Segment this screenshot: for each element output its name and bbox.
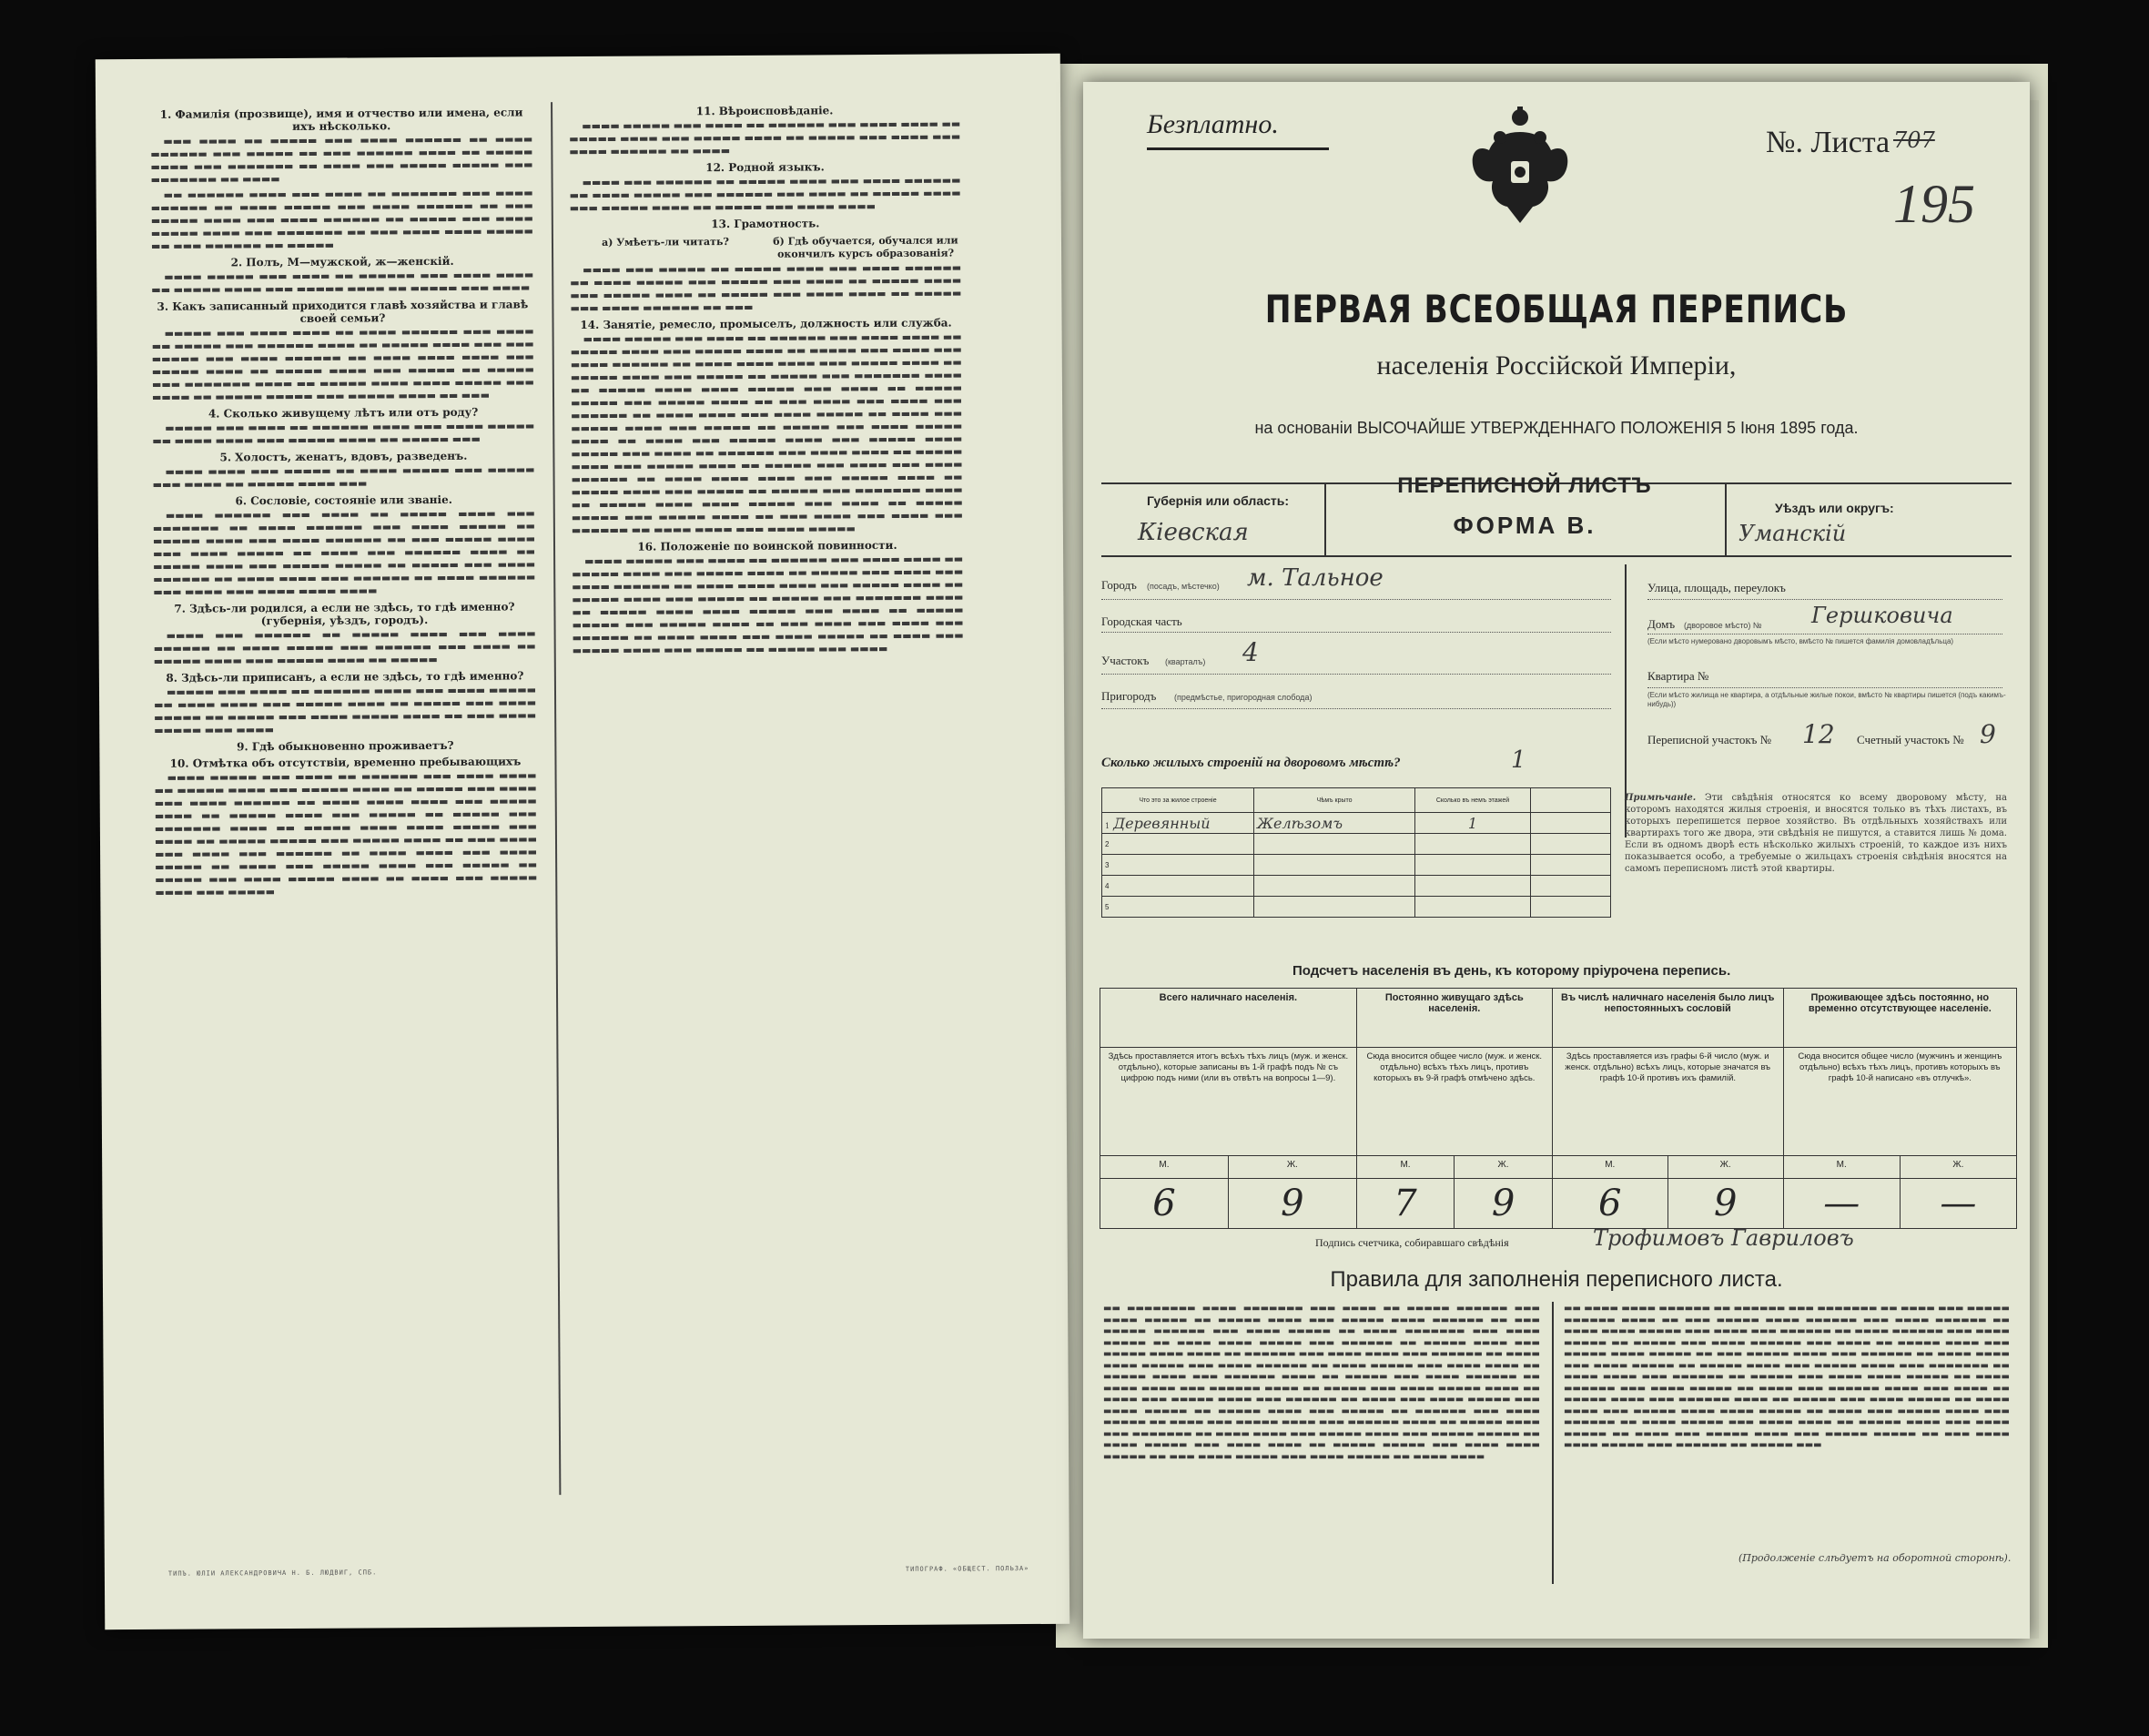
free-label: Безплатно. (1147, 109, 1279, 139)
column-heading: 10. Отмѣтка объ отсутствіи, временно пребывающихъ (169, 755, 522, 770)
sheet-number-struck: 707 (1893, 127, 1935, 153)
pop-value: 6 (1100, 1179, 1229, 1229)
column-subheading: б) Гдѣ обучается, обучался или окончилъ курсъ образованія? (773, 234, 958, 260)
instructions-page (96, 54, 1070, 1629)
field-line (1101, 599, 1611, 600)
rules-title: Правила для заполненія переписного листа. (1330, 1267, 1783, 1292)
table-row: 2 (1102, 834, 1611, 855)
column-heading: 2. Полъ, М—мужской, ж—женскій. (230, 254, 454, 269)
free-underline (1147, 147, 1329, 150)
house-sublabel: (дворовое мѣсто) № (1684, 621, 1762, 630)
bld-floors-value: 1 (1415, 813, 1531, 834)
male-label: М. (1356, 1156, 1455, 1179)
bld-header: Сколько въ немъ этажей (1415, 788, 1531, 813)
pop-value: 6 (1552, 1179, 1668, 1229)
city-sublabel: (посадъ, мѣстечко) (1147, 582, 1220, 591)
pop-header: Проживающее здѣсь постоянно, но временно отсутствующее населеніе. (1783, 989, 2016, 1048)
suburb-label: Пригородъ (1101, 689, 1157, 703)
double-headed-eagle-icon (1465, 105, 1575, 232)
census-district-label: Переписной участокъ № (1647, 733, 1772, 746)
instruction-text: ▬▬▬▬▬ ▬▬▬ ▬▬▬▬ ▬▬▬▬ ▬▬ ▬▬▬▬ ▬▬▬▬▬▬ ▬▬▬ ▬▬▬▬ ▬▬ ▬▬▬▬▬ ▬▬▬ ▬▬▬▬▬▬ ▬▬▬▬ ▬▬ ▬▬▬▬▬ ▬▬▬▬ ▬▬▬ ▬▬▬ ▬▬▬▬▬ ▬▬▬ ▬▬▬▬ ▬▬▬▬▬▬ ▬▬ ▬▬▬▬ ▬▬▬▬ ▬▬▬▬ ▬▬▬ ▬▬▬▬▬ ▬▬▬▬ ▬▬ ▬▬▬▬▬ ▬▬▬▬ ▬▬▬ ▬▬▬▬▬ ▬▬ ▬▬▬▬▬ ▬▬▬ ▬▬▬▬▬▬▬ ▬▬▬▬ ▬▬ ▬▬▬▬▬ ▬▬▬▬ ▬▬▬▬ ▬▬▬▬▬ ▬▬▬ ▬▬▬▬ ▬▬ ▬▬▬▬▬ ▬▬▬▬▬ ▬▬▬ ▬▬▬▬▬ ▬▬▬▬ ▬▬ ▬▬▬ (151, 325, 534, 403)
apartment-label: Квартира № (1647, 669, 1709, 683)
column-heading: 9. Гдѣ обыкновенно проживаетъ? (237, 738, 454, 754)
instructions-column-1 (150, 102, 537, 902)
column-heading: 8. Здѣсь-ли приписанъ, а если не здѣсь, то гдѣ именно? (166, 669, 524, 685)
instruction-text: ▬▬▬▬ ▬▬▬▬▬ ▬▬▬ ▬▬▬▬ ▬▬ ▬▬▬▬▬▬ ▬▬▬ ▬▬▬▬ ▬▬▬▬ ▬▬ ▬▬▬▬▬ ▬▬▬▬ ▬▬▬ ▬▬▬▬▬ ▬▬▬▬ ▬▬ ▬▬▬▬▬ ▬▬▬ ▬▬▬▬ (151, 269, 534, 296)
column-heading: 12. Родной языкъ. (705, 160, 825, 175)
buildings-note (1625, 792, 2007, 875)
divider (1101, 555, 2012, 557)
column-heading: 13. Грамотность. (711, 217, 820, 231)
column-heading: 16. Положеніе по воинской повинности. (637, 538, 897, 553)
printer-imprint: ТИПЪ. ЮЛІИ АЛЕКСАНДРОВИЧА Н. Б. ЛЮДВИГ, СПБ. (167, 1568, 378, 1578)
instruction-text: ▬▬▬▬ ▬▬▬ ▬▬▬▬▬ ▬▬ ▬▬▬▬▬ ▬▬▬▬ ▬▬▬ ▬▬▬▬ ▬▬▬▬▬▬ ▬▬ ▬▬▬▬ ▬▬▬▬▬ ▬▬▬ ▬▬▬▬▬ ▬▬▬ ▬▬▬▬ ▬▬ ▬▬▬▬▬ ▬▬▬▬ ▬▬▬ ▬▬▬▬▬ ▬▬▬▬ ▬▬ ▬▬▬▬▬ ▬▬▬ ▬▬▬▬ ▬▬▬▬ ▬▬ ▬▬▬▬▬ ▬▬▬ ▬▬▬▬ ▬▬▬▬▬▬ ▬▬ ▬▬▬ (570, 261, 962, 315)
instruction-text: ▬▬▬▬ ▬▬▬▬▬ ▬▬▬ ▬▬▬▬ ▬▬ ▬▬▬▬▬▬ ▬▬▬ ▬▬▬▬ ▬▬▬▬ ▬▬ ▬▬▬▬▬ ▬▬▬▬ ▬▬▬ ▬▬▬▬▬ ▬▬▬▬ ▬▬ ▬▬▬▬▬ ▬▬▬ ▬▬▬▬ ▬▬▬ ▬▬▬▬ ▬▬▬▬▬▬ ▬▬ ▬▬▬▬ (569, 117, 961, 158)
instruction-text: ▬▬▬ ▬▬▬▬ ▬▬ ▬▬▬▬▬ ▬▬▬ ▬▬▬▬ ▬▬▬▬▬▬ ▬▬ ▬▬▬▬ ▬▬▬▬▬▬ ▬▬▬ ▬▬▬▬▬ ▬▬ ▬▬▬ ▬▬▬▬▬▬ ▬▬▬▬ ▬▬ ▬▬▬▬▬ ▬▬▬▬ ▬▬▬ ▬▬▬▬▬▬▬ ▬▬ ▬▬▬▬ ▬▬▬ ▬▬▬▬▬ ▬▬▬▬▬ ▬▬▬ ▬▬▬▬▬▬▬ ▬▬ ▬▬▬▬ (150, 133, 533, 186)
pop-value: 9 (1668, 1179, 1783, 1229)
signature-label: Подпись счетчика, собиравшаго свѣдѣнія (1315, 1236, 1509, 1249)
field-line (1101, 674, 1611, 675)
female-label: Ж. (1455, 1156, 1553, 1179)
column-heading: 1. Фамилія (прозвище), имя и отчество или имена, если ихъ нѣсколько. (159, 106, 523, 133)
city-value: м. Тальное (1247, 564, 1384, 592)
pop-description: Здѣсь проставляется итогъ всѣхъ тѣхъ лицъ (муж. и женск. отдѣльно), которые записаны въ 1-й графѣ подъ № съ цифрою подъ ними (или въ отвѣтъ на вопросы 1—9). (1100, 1048, 1357, 1156)
instruction-text: ▬▬ ▬▬▬▬▬▬ ▬▬▬▬ ▬▬▬ ▬▬▬▬ ▬▬ ▬▬▬▬▬▬▬ ▬▬▬ ▬▬▬▬ ▬▬▬▬▬▬ ▬▬ ▬▬▬▬ ▬▬▬▬▬ ▬▬▬ ▬▬▬▬ ▬▬▬▬▬▬ ▬▬ ▬▬▬ ▬▬▬▬▬ ▬▬▬▬ ▬▬▬ ▬▬▬▬ ▬▬▬▬▬▬ ▬▬ ▬▬▬▬▬ ▬▬▬ ▬▬▬▬ ▬▬▬▬▬ ▬▬▬▬ ▬▬▬ ▬▬▬▬▬▬▬ ▬▬ ▬▬▬ ▬▬▬▬ ▬▬▬▬ ▬▬▬▬▬ ▬▬ ▬▬▬ ▬▬▬▬▬▬ ▬▬ ▬▬▬▬▬ (150, 187, 533, 252)
table-row: 3 (1102, 855, 1611, 876)
instruction-text: ▬▬▬▬ ▬▬▬▬▬▬ ▬▬▬ ▬▬▬▬ ▬▬ ▬▬▬▬▬ ▬▬▬▬ ▬▬▬ ▬▬▬▬▬▬▬ ▬▬ ▬▬▬▬ ▬▬▬▬▬▬ ▬▬▬ ▬▬▬▬ ▬▬▬▬▬ ▬▬ ▬▬▬▬▬ ▬▬▬▬ ▬▬▬ ▬▬▬▬ ▬▬▬▬▬▬ ▬▬ ▬▬▬ ▬▬▬▬▬ ▬▬▬▬ ▬▬▬ ▬▬▬▬ ▬▬▬▬▬ ▬▬ ▬▬▬▬ ▬▬▬ ▬▬▬▬▬▬ ▬▬▬▬ ▬▬ ▬▬▬▬▬ ▬▬▬▬ ▬▬▬ ▬▬▬▬▬ ▬▬▬▬▬ ▬▬ ▬▬▬▬▬ ▬▬▬ ▬▬▬▬ ▬▬▬▬▬▬ ▬▬ ▬▬▬▬ ▬▬▬▬ ▬▬▬ ▬▬▬▬▬▬ ▬▬ ▬▬▬▬ ▬▬▬▬▬▬ ▬▬▬ ▬▬▬▬ ▬▬▬ ▬▬▬▬ ▬▬▬▬ ▬▬▬▬ (152, 507, 536, 598)
population-count-heading: Подсчетъ населенія въ день, къ которому пріурочена перепись. (1292, 963, 1731, 979)
city-label: Городъ (1101, 578, 1137, 592)
instruction-text: ▬▬▬▬ ▬▬▬▬ ▬▬▬ ▬▬▬▬▬ ▬▬ ▬▬▬▬ ▬▬▬▬▬ ▬▬▬ ▬▬▬▬▬ ▬▬▬ ▬▬▬▬ ▬▬ ▬▬▬▬▬ ▬▬▬▬ ▬▬▬ (152, 463, 535, 491)
census-district-value: 12 (1802, 719, 1835, 749)
bld-header: Что это за жилое строеніе (1102, 788, 1254, 813)
male-label: М. (1100, 1156, 1229, 1179)
page-subtitle: населенія Россійской Имперіи, (1376, 350, 1737, 381)
column-heading: 14. Занятіе, ремесло, промыселъ, должность или служба. (580, 316, 952, 332)
pop-description: Здѣсь проставляется изъ графы 6-й число (муж. и женск. отдѣльно) всѣхъ лицъ, которые значатся въ графѣ 10-й противъ ихъ фамилій. (1552, 1048, 1783, 1156)
bld-type-value: 1 Деревянный (1102, 813, 1254, 834)
instruction-text: ▬▬▬▬ ▬▬▬ ▬▬▬▬▬▬ ▬▬ ▬▬▬▬▬ ▬▬▬▬ ▬▬▬ ▬▬▬▬ ▬▬▬▬▬▬ ▬▬ ▬▬▬▬ ▬▬▬▬▬ ▬▬▬ ▬▬▬▬▬▬ ▬▬▬ ▬▬▬▬ ▬▬ ▬▬▬▬▬ ▬▬▬▬ ▬▬▬ ▬▬▬▬▬ ▬▬▬▬ ▬▬ ▬▬▬▬▬ (153, 627, 536, 667)
counter-district-label: Счетный участокъ № (1857, 733, 1964, 746)
sheet-number-label: №. Листа (1766, 126, 1891, 159)
column-heading: 5. Холостъ, женатъ, вдовъ, разведенъ. (219, 449, 468, 464)
district-value: Уманскій (1738, 521, 1847, 546)
divider (1725, 482, 1727, 557)
apartment-note: (Если мѣсто жилища не квартира, а отдѣльные жилые покои, вмѣсто № квартиры пишется (подъ какимъ-нибудь)) (1647, 691, 2006, 708)
section-label: Участокъ (1101, 654, 1150, 667)
bld-roof-value: Желѣзомъ (1254, 813, 1415, 834)
city-part-label: Городская часть (1101, 614, 1182, 628)
table-row (1102, 813, 1611, 834)
bld-header-blank (1531, 788, 1611, 813)
instructions-column-2 (569, 99, 964, 660)
sheet-number-handwritten: 195 (1893, 174, 1975, 234)
column-heading: 4. Сколько живущему лѣтъ или отъ роду? (208, 405, 479, 421)
column-heading: 6. Сословіе, состояніе или званіе. (235, 492, 452, 508)
instruction-text: ▬▬▬▬▬ ▬▬▬ ▬▬▬▬ ▬▬ ▬▬▬▬▬▬ ▬▬▬▬ ▬▬▬ ▬▬▬▬ ▬▬▬▬▬ ▬▬ ▬▬▬▬ ▬▬▬▬ ▬▬▬ ▬▬▬▬▬ ▬▬▬▬ ▬▬ ▬▬▬▬▬ ▬▬▬ (152, 420, 535, 447)
signature-value: Трофимовъ Гавриловъ (1593, 1225, 1854, 1251)
bld-header: Чѣмъ крыто (1254, 788, 1415, 813)
pop-value: 7 (1356, 1179, 1455, 1229)
census-form-page (1083, 82, 2030, 1639)
pop-description: Сюда вносится общее число (мужчинъ и женщинъ отдѣльно) всѣхъ тѣхъ лицъ, противъ которыхъ въ графѣ 10-й написано «въ отлучкѣ». (1783, 1048, 2016, 1156)
rules-continued-note: (Продолженіе слѣдуетъ на оборотной сторонѣ). (1738, 1552, 2012, 1564)
pop-value: — (1783, 1179, 1900, 1229)
suburb-sublabel: (предмѣстье, пригородная слобода) (1174, 693, 1313, 702)
field-line (1647, 687, 2002, 688)
column-heading: 3. Какъ записанный приходится главѣ хозяйства и главѣ своей семьи? (157, 298, 529, 325)
house-value: Гершковича (1811, 603, 1953, 628)
legal-basis: на основаніи ВЫСОЧАЙШЕ УТВЕРЖДЕННАГО ПОЛОЖЕНІЯ 5 Іюня 1895 года. (1254, 419, 1859, 437)
pop-header: Въ числѣ наличнаго населенія было лицъ непостоянныхъ сословій (1552, 989, 1783, 1048)
buildings-value: 1 (1511, 746, 1526, 774)
column-subheading: а) Умѣетъ-ли читать? (602, 236, 729, 249)
instruction-text: ▬▬▬▬ ▬▬▬▬▬ ▬▬▬ ▬▬▬▬ ▬▬ ▬▬▬▬▬▬ ▬▬▬ ▬▬▬▬ ▬▬▬▬ ▬▬ ▬▬▬▬▬ ▬▬▬▬ ▬▬▬ ▬▬▬▬▬ ▬▬▬▬ ▬▬ ▬▬▬▬▬ ▬▬▬ ▬▬▬▬ ▬▬▬ ▬▬▬▬ ▬▬▬▬▬▬ ▬▬ ▬▬▬▬ ▬▬▬▬ ▬▬▬▬ ▬▬▬ ▬▬▬▬▬ ▬▬▬▬ ▬▬ ▬▬▬▬▬ ▬▬▬▬ ▬▬▬ ▬▬▬▬▬ ▬▬ ▬▬▬▬▬ ▬▬▬ ▬▬▬▬▬▬▬ ▬▬▬▬ ▬▬ ▬▬▬▬▬ ▬▬▬▬ ▬▬▬▬ ▬▬▬▬▬ ▬▬▬ ▬▬▬▬ ▬▬ ▬▬▬▬▬ ▬▬▬▬▬ ▬▬▬ ▬▬▬▬▬ ▬▬▬▬ ▬▬ ▬▬▬ ▬▬▬▬ ▬▬▬ ▬▬▬▬ ▬▬▬ ▬▬▬▬▬▬ ▬▬ ▬▬▬▬ ▬▬▬▬ ▬▬▬ ▬▬▬▬ ▬▬▬▬▬ ▬▬ ▬▬▬▬ ▬▬▬ ▬▬▬▬▬ ▬▬▬▬ ▬▬▬ ▬▬▬▬▬ ▬▬ ▬▬▬▬▬ ▬▬▬ ▬▬▬▬ ▬▬▬▬▬ ▬▬▬▬ ▬▬ ▬▬▬▬ ▬▬▬ ▬▬▬▬▬ ▬▬▬▬ ▬▬▬ ▬▬▬▬▬ (154, 769, 538, 898)
district-label: Уѣздъ или округъ: (1775, 501, 1894, 515)
buildings-question: Сколько жилыхъ строеній на дворовомъ мѣстѣ? (1101, 756, 1401, 770)
instruction-text: ▬▬▬▬▬ ▬▬▬ ▬▬▬▬ ▬▬ ▬▬▬▬▬▬ ▬▬▬▬ ▬▬▬ ▬▬▬▬ ▬▬▬▬▬ ▬▬ ▬▬▬▬ ▬▬▬▬ ▬▬▬ ▬▬▬▬▬ ▬▬▬▬ ▬▬ ▬▬▬▬▬ ▬▬▬ ▬▬▬▬ ▬▬▬▬▬ ▬▬ ▬▬▬▬▬ ▬▬▬ ▬▬▬▬ ▬▬▬▬▬ ▬▬▬▬ ▬▬ ▬▬▬ ▬▬▬▬ ▬▬▬▬▬ ▬▬▬ ▬▬▬▬ (154, 684, 537, 736)
house-note: (Если мѣсто нумеровано дворовымъ мѣсто, вмѣсто № пишется фамилія домовладѣльца) (1647, 637, 1954, 645)
province-label: Губернія или область: (1147, 493, 1290, 508)
street-label: Улица, площадь, переулокъ (1647, 581, 1786, 594)
table-row: 4 (1102, 876, 1611, 897)
section-value: 4 (1242, 637, 1259, 667)
female-label: Ж. (1668, 1156, 1783, 1179)
counter-district-value: 9 (1980, 719, 1996, 749)
pop-description: Сюда вносится общее число (муж. и женск. отдѣльно) всѣхъ тѣхъ лицъ, противъ которыхъ въ 9-й графѣ отмѣчено здѣсь. (1356, 1048, 1552, 1156)
instruction-text: ▬▬▬▬ ▬▬▬▬▬ ▬▬▬ ▬▬▬▬ ▬▬ ▬▬▬▬▬▬ ▬▬▬ ▬▬▬▬ ▬▬▬▬ ▬▬ ▬▬▬▬▬ ▬▬▬▬ ▬▬▬ ▬▬▬▬▬ ▬▬▬▬ ▬▬ ▬▬▬▬▬ ▬▬▬ ▬▬▬▬ ▬▬▬ ▬▬▬▬ ▬▬▬▬▬▬ ▬▬ ▬▬▬▬ ▬▬▬▬ ▬▬▬▬ ▬▬▬ ▬▬▬▬▬ ▬▬▬▬ ▬▬ ▬▬▬▬▬ ▬▬▬▬ ▬▬▬ ▬▬▬▬▬ ▬▬ ▬▬▬▬▬ ▬▬▬ ▬▬▬▬▬▬▬ ▬▬▬▬ ▬▬ ▬▬▬▬▬ ▬▬▬▬ ▬▬▬▬ ▬▬▬▬▬ ▬▬▬ ▬▬▬▬ ▬▬ ▬▬▬▬▬ ▬▬▬▬▬ ▬▬▬ ▬▬▬▬▬ ▬▬▬▬ ▬▬ ▬▬▬ ▬▬▬▬ ▬▬▬ ▬▬▬▬ ▬▬▬ ▬▬▬▬▬▬ ▬▬ ▬▬▬▬ ▬▬▬▬ ▬▬▬ ▬▬▬▬ ▬▬▬▬▬ ▬▬ ▬▬▬▬ ▬▬▬ ▬▬▬▬▬ ▬▬▬▬ ▬▬▬ ▬▬▬▬▬ ▬▬ ▬▬▬▬▬ ▬▬▬ ▬▬▬▬ ▬▬▬▬▬ ▬▬▬▬ ▬▬ ▬▬▬▬ ▬▬▬ ▬▬▬▬▬ ▬▬▬▬ ▬▬▬ ▬▬▬▬▬ ▬▬▬▬ ▬▬▬▬▬ ▬▬▬ ▬▬▬▬ ▬▬ ▬▬▬▬▬▬ ▬▬▬ ▬▬▬▬ ▬▬▬▬ ▬▬ ▬▬▬▬▬ ▬▬▬▬ ▬▬▬ ▬▬▬▬▬ ▬▬▬▬ ▬▬ ▬▬▬▬▬ ▬▬▬ ▬▬▬▬ ▬▬▬ ▬▬▬▬ ▬▬▬▬▬▬ ▬▬ ▬▬▬▬ ▬▬▬▬ ▬▬▬▬ ▬▬▬ ▬▬▬▬▬ ▬▬▬▬ ▬▬ ▬▬▬▬▬ ▬▬▬▬ ▬▬▬ ▬▬▬▬▬ ▬▬ ▬▬▬▬▬ ▬▬▬ ▬▬▬▬▬▬▬ ▬▬▬▬ ▬▬ ▬▬▬▬▬ ▬▬▬▬ ▬▬▬▬ ▬▬▬▬▬ ▬▬▬ ▬▬▬▬ ▬▬ ▬▬▬▬▬ ▬▬▬▬▬ ▬▬▬ ▬▬▬▬▬ ▬▬▬▬ ▬▬ ▬▬▬ ▬▬▬▬ ▬▬▬ ▬▬▬▬ ▬▬▬ ▬▬▬▬▬▬ ▬▬ ▬▬▬▬ ▬▬▬▬ ▬▬▬ ▬▬▬▬ ▬▬▬▬▬ (570, 330, 963, 537)
column-divider (551, 102, 561, 1495)
rules-divider (1552, 1302, 1554, 1584)
male-label: М. (1783, 1156, 1900, 1179)
female-label: Ж. (1228, 1156, 1356, 1179)
pop-header: Постоянно живущаго здѣсь населенія. (1356, 989, 1552, 1048)
field-line (1101, 632, 1611, 633)
field-line (1101, 708, 1611, 709)
house-label: Домъ (1647, 617, 1676, 631)
table-row: 5 (1102, 897, 1611, 918)
note-title: Примѣчаніе. (1625, 793, 1697, 803)
field-line (1647, 599, 2002, 600)
male-label: М. (1552, 1156, 1668, 1179)
column-heading: 7. Здѣсь-ли родился, а если не здѣсь, то гдѣ именно? (губернія, уѣздъ, городъ). (174, 600, 515, 628)
rules-column-1: ▬▬ ▬▬▬▬▬▬▬▬ ▬▬▬▬ ▬▬▬▬▬▬▬ ▬▬▬ ▬▬▬▬ ▬▬ ▬▬▬▬▬ ▬▬▬▬▬▬ ▬▬▬ ▬▬▬▬ ▬▬▬▬▬ ▬▬ ▬▬▬▬▬ ▬▬▬▬ ▬▬▬ ▬▬▬▬▬ ▬▬▬▬ ▬▬▬▬▬▬ ▬▬ ▬▬▬ ▬▬▬▬▬ ▬▬▬▬▬▬ ▬▬▬ ▬▬▬▬ ▬▬▬▬▬ ▬▬ ▬▬▬▬ ▬▬▬▬▬▬▬ ▬▬▬ ▬▬▬▬ ▬▬▬▬▬ ▬▬ ▬▬▬▬ ▬▬▬▬ ▬▬▬▬▬ ▬▬▬ ▬▬▬▬▬▬ ▬▬ ▬▬▬▬▬ ▬▬▬▬ ▬▬▬ ▬▬▬▬▬ ▬▬▬▬ ▬▬▬▬ ▬▬ ▬▬▬▬▬▬ ▬▬▬ ▬▬▬▬ ▬▬▬▬ ▬▬▬ ▬▬▬▬▬▬ ▬▬ ▬▬▬▬ ▬▬▬▬ ▬▬▬▬▬ ▬▬▬ ▬▬▬▬ ▬▬▬▬▬▬ ▬▬ ▬▬▬▬ ▬▬▬▬▬ ▬▬▬ ▬▬▬▬ ▬▬▬▬ ▬▬ ▬▬▬▬▬ ▬▬▬▬ ▬▬▬ ▬▬▬▬▬▬ ▬▬▬▬ ▬▬ ▬▬▬▬▬ ▬▬▬ ▬▬▬▬ ▬▬▬▬▬▬ ▬▬ ▬▬▬▬ ▬▬▬▬ ▬▬▬ ▬▬▬▬▬▬ ▬▬▬▬ ▬▬ ▬▬▬▬▬ ▬▬▬ ▬▬▬▬ ▬▬▬▬▬ ▬▬▬▬ ▬▬ ▬▬▬▬ ▬▬▬ ▬▬▬▬▬ ▬▬▬▬ ▬▬▬ ▬▬▬▬▬▬ ▬▬ ▬▬▬▬ ▬▬▬ ▬▬▬▬ ▬▬▬▬▬ ▬▬▬ ▬▬▬▬ ▬▬▬▬▬ ▬▬ ▬▬▬▬▬ ▬▬▬▬ ▬▬▬ ▬▬▬▬▬ ▬▬ ▬▬▬▬▬▬ ▬▬▬ ▬▬▬▬ ▬▬▬▬▬ ▬▬ ▬▬▬▬ ▬▬▬ ▬▬▬▬▬ ▬▬▬▬ ▬▬▬ ▬▬▬▬▬▬ ▬▬▬▬ ▬▬ ▬▬▬▬▬ ▬▬▬▬ ▬▬▬ ▬▬▬▬▬▬▬ ▬▬ ▬▬▬▬ ▬▬▬▬ ▬▬▬ ▬▬▬▬▬ ▬▬▬▬ ▬▬▬ ▬▬▬▬▬ ▬▬▬▬▬ ▬▬ ▬▬▬▬ ▬▬▬▬▬ ▬▬▬ ▬▬▬▬ ▬▬▬▬ ▬▬ ▬▬▬▬▬ ▬▬▬▬▬ ▬▬▬ ▬▬▬▬ ▬▬▬▬ ▬▬▬▬▬ ▬▬ ▬▬▬ ▬▬▬▬ ▬▬▬▬▬ ▬▬▬ ▬▬▬▬ ▬▬▬▬▬ ▬▬ ▬▬▬▬ ▬▬▬▬ (1103, 1304, 1540, 1462)
page-title: ПЕРВАЯ ВСЕОБЩАЯ ПЕРЕПИСЬ (1264, 287, 1849, 331)
rules-column-2: ▬▬ ▬▬▬▬ ▬▬▬▬ ▬▬▬▬▬▬ ▬▬ ▬▬▬▬▬▬ ▬▬▬ ▬▬▬▬▬▬▬ ▬▬ ▬▬▬▬ ▬▬▬ ▬▬▬▬▬ ▬▬▬▬▬▬ ▬▬▬▬ ▬▬ ▬▬▬ ▬▬▬▬▬ ▬▬▬▬ ▬▬▬▬▬▬ ▬▬▬ ▬▬▬▬ ▬▬▬▬▬▬ ▬▬ ▬▬▬▬ ▬▬▬▬ ▬▬▬▬▬ ▬▬▬ ▬▬▬▬ ▬▬▬ ▬▬▬▬▬▬ ▬▬ ▬▬▬▬ ▬▬▬▬▬▬ ▬▬▬ ▬▬▬▬ ▬▬▬▬▬ ▬▬ ▬▬▬▬▬ ▬▬▬ ▬▬▬▬ ▬▬▬▬▬▬ ▬▬▬ ▬▬▬▬ ▬▬ ▬▬▬▬▬ ▬▬▬▬ ▬▬▬ ▬▬▬▬▬ ▬▬▬▬ ▬▬▬▬▬ ▬▬ ▬▬▬ ▬▬▬▬▬ ▬▬▬▬ ▬▬▬ ▬▬▬▬▬▬ ▬▬ ▬▬▬▬ ▬▬▬▬ ▬▬▬ ▬▬▬▬ ▬▬▬▬▬ ▬▬ ▬▬▬▬▬ ▬▬▬▬ ▬▬▬ ▬▬▬▬▬ ▬▬▬▬ ▬▬▬ ▬▬▬▬▬▬▬ ▬▬ ▬▬▬▬ ▬▬▬▬ ▬▬▬ ▬▬▬▬▬▬ ▬▬ ▬▬▬▬▬ ▬▬▬ ▬▬▬▬ ▬▬▬▬ ▬▬▬▬▬ ▬▬ ▬▬▬▬ ▬▬▬▬▬▬ ▬▬▬ ▬▬▬▬ ▬▬▬▬▬ ▬▬ ▬▬▬▬ ▬▬▬ ▬▬▬▬▬▬ ▬▬▬▬ ▬▬▬ ▬▬▬▬ ▬▬ ▬▬▬▬▬ ▬▬▬▬ ▬▬▬ ▬▬▬▬▬▬ ▬▬▬▬ ▬▬ ▬▬▬▬▬ ▬▬▬ ▬▬▬▬ ▬▬▬▬▬ ▬▬ ▬▬▬▬ ▬▬▬▬ ▬▬▬ ▬▬▬▬▬ ▬▬▬▬ ▬▬▬▬ ▬▬▬▬▬ ▬▬ ▬▬▬▬ ▬▬▬ ▬▬▬▬▬ ▬▬▬▬ ▬▬▬ ▬▬▬▬▬▬ ▬▬ ▬▬▬▬ ▬▬▬▬▬ ▬▬▬ ▬▬▬▬ ▬▬▬▬ ▬▬ ▬▬▬▬▬ ▬▬▬▬ ▬▬▬ ▬▬▬▬ ▬▬▬▬▬ ▬▬ ▬▬▬▬ ▬▬▬ ▬▬▬▬▬ ▬▬▬▬ ▬▬▬ ▬▬▬▬▬ ▬▬▬▬▬ ▬▬ ▬▬▬ ▬▬▬▬ ▬▬▬▬ ▬▬▬▬▬ ▬▬▬ ▬▬▬▬▬▬ ▬▬ ▬▬▬▬▬ ▬▬▬ (1564, 1304, 2010, 1450)
pop-value: 9 (1228, 1179, 1356, 1229)
pop-value: 9 (1455, 1179, 1553, 1229)
buildings-table (1101, 787, 1611, 918)
province-value: Кіевская (1138, 519, 1249, 546)
pop-value: — (1900, 1179, 2016, 1229)
female-label: Ж. (1900, 1156, 2016, 1179)
instruction-text: ▬▬▬▬ ▬▬▬ ▬▬▬▬▬▬ ▬▬ ▬▬▬▬▬ ▬▬▬▬ ▬▬▬ ▬▬▬▬ ▬▬▬▬▬▬ ▬▬ ▬▬▬▬ ▬▬▬▬▬ ▬▬▬ ▬▬▬▬▬▬ ▬▬▬ ▬▬▬▬ ▬▬ ▬▬▬▬▬ ▬▬▬▬ ▬▬▬ ▬▬▬▬▬ ▬▬▬▬ ▬▬ ▬▬▬▬▬ ▬▬▬ ▬▬▬▬ ▬▬▬▬ (569, 174, 961, 215)
instruction-text: ▬▬▬▬ ▬▬▬▬▬ ▬▬▬ ▬▬▬▬ ▬▬ ▬▬▬▬▬▬ ▬▬▬ ▬▬▬▬ ▬▬▬▬ ▬▬ ▬▬▬▬▬ ▬▬▬▬ ▬▬▬ ▬▬▬▬▬ ▬▬▬▬ ▬▬ ▬▬▬▬▬ ▬▬▬ ▬▬▬▬ ▬▬▬ ▬▬▬▬ ▬▬▬▬▬▬ ▬▬ ▬▬▬▬ ▬▬▬▬ ▬▬▬▬ ▬▬▬ ▬▬▬▬▬ ▬▬▬▬ ▬▬ ▬▬▬▬▬ ▬▬▬▬ ▬▬▬ ▬▬▬▬▬ ▬▬ ▬▬▬▬▬ ▬▬▬ ▬▬▬▬▬▬▬ ▬▬▬▬ ▬▬ ▬▬▬▬▬ ▬▬▬▬ ▬▬▬▬ ▬▬▬▬▬ ▬▬▬ ▬▬▬▬ ▬▬ ▬▬▬▬▬ ▬▬▬▬▬ ▬▬▬ ▬▬▬▬▬ ▬▬▬▬ ▬▬ ▬▬▬ ▬▬▬▬ ▬▬▬ ▬▬▬▬ ▬▬▬ ▬▬▬▬▬▬ ▬▬ ▬▬▬▬ ▬▬▬▬ ▬▬▬ ▬▬▬▬ ▬▬▬▬▬ ▬▬ ▬▬▬▬ ▬▬▬ ▬▬▬▬▬ ▬▬▬▬ ▬▬▬ ▬▬▬▬▬ ▬▬ ▬▬▬▬▬ ▬▬▬ ▬▬▬▬ (572, 553, 964, 657)
form-title: ПЕРЕПИСНОЙ ЛИСТЪ (1397, 473, 1652, 498)
section-sublabel: (кварталъ) (1165, 657, 1206, 666)
population-table (1100, 988, 2017, 1229)
column-heading: 11. Вѣроисповѣданіе. (695, 104, 834, 118)
printer-imprint: ТИПОГРАФ. «ОБЩЕСТ. ПОЛЬЗА» (905, 1565, 1029, 1573)
divider (1324, 482, 1326, 557)
field-line (1647, 634, 2002, 635)
form-subtitle: ФОРМА В. (1453, 512, 1597, 539)
pop-header: Всего наличнаго населенія. (1100, 989, 1357, 1048)
note-text: Эти свѣдѣнія относятся ко всему дворовому мѣсту, на которомъ находятся жилыя строенія, и вносятся только въ тѣхъ листахъ, въ которыхъ перепишется первое хозяйство. Въ отдѣльныхъ хозяйствахъ или квартирахъ того же двора, эти свѣдѣнія не пишутся, а ставится лишь № дома. Если въ одномъ дворѣ есть нѣсколько жилыхъ строеній, то каждое изъ нихъ показывается особо, а требуемые о жильцахъ строенія свѣдѣнія вносятся на самомъ переписномъ листѣ этой квартиры. (1625, 793, 2008, 874)
